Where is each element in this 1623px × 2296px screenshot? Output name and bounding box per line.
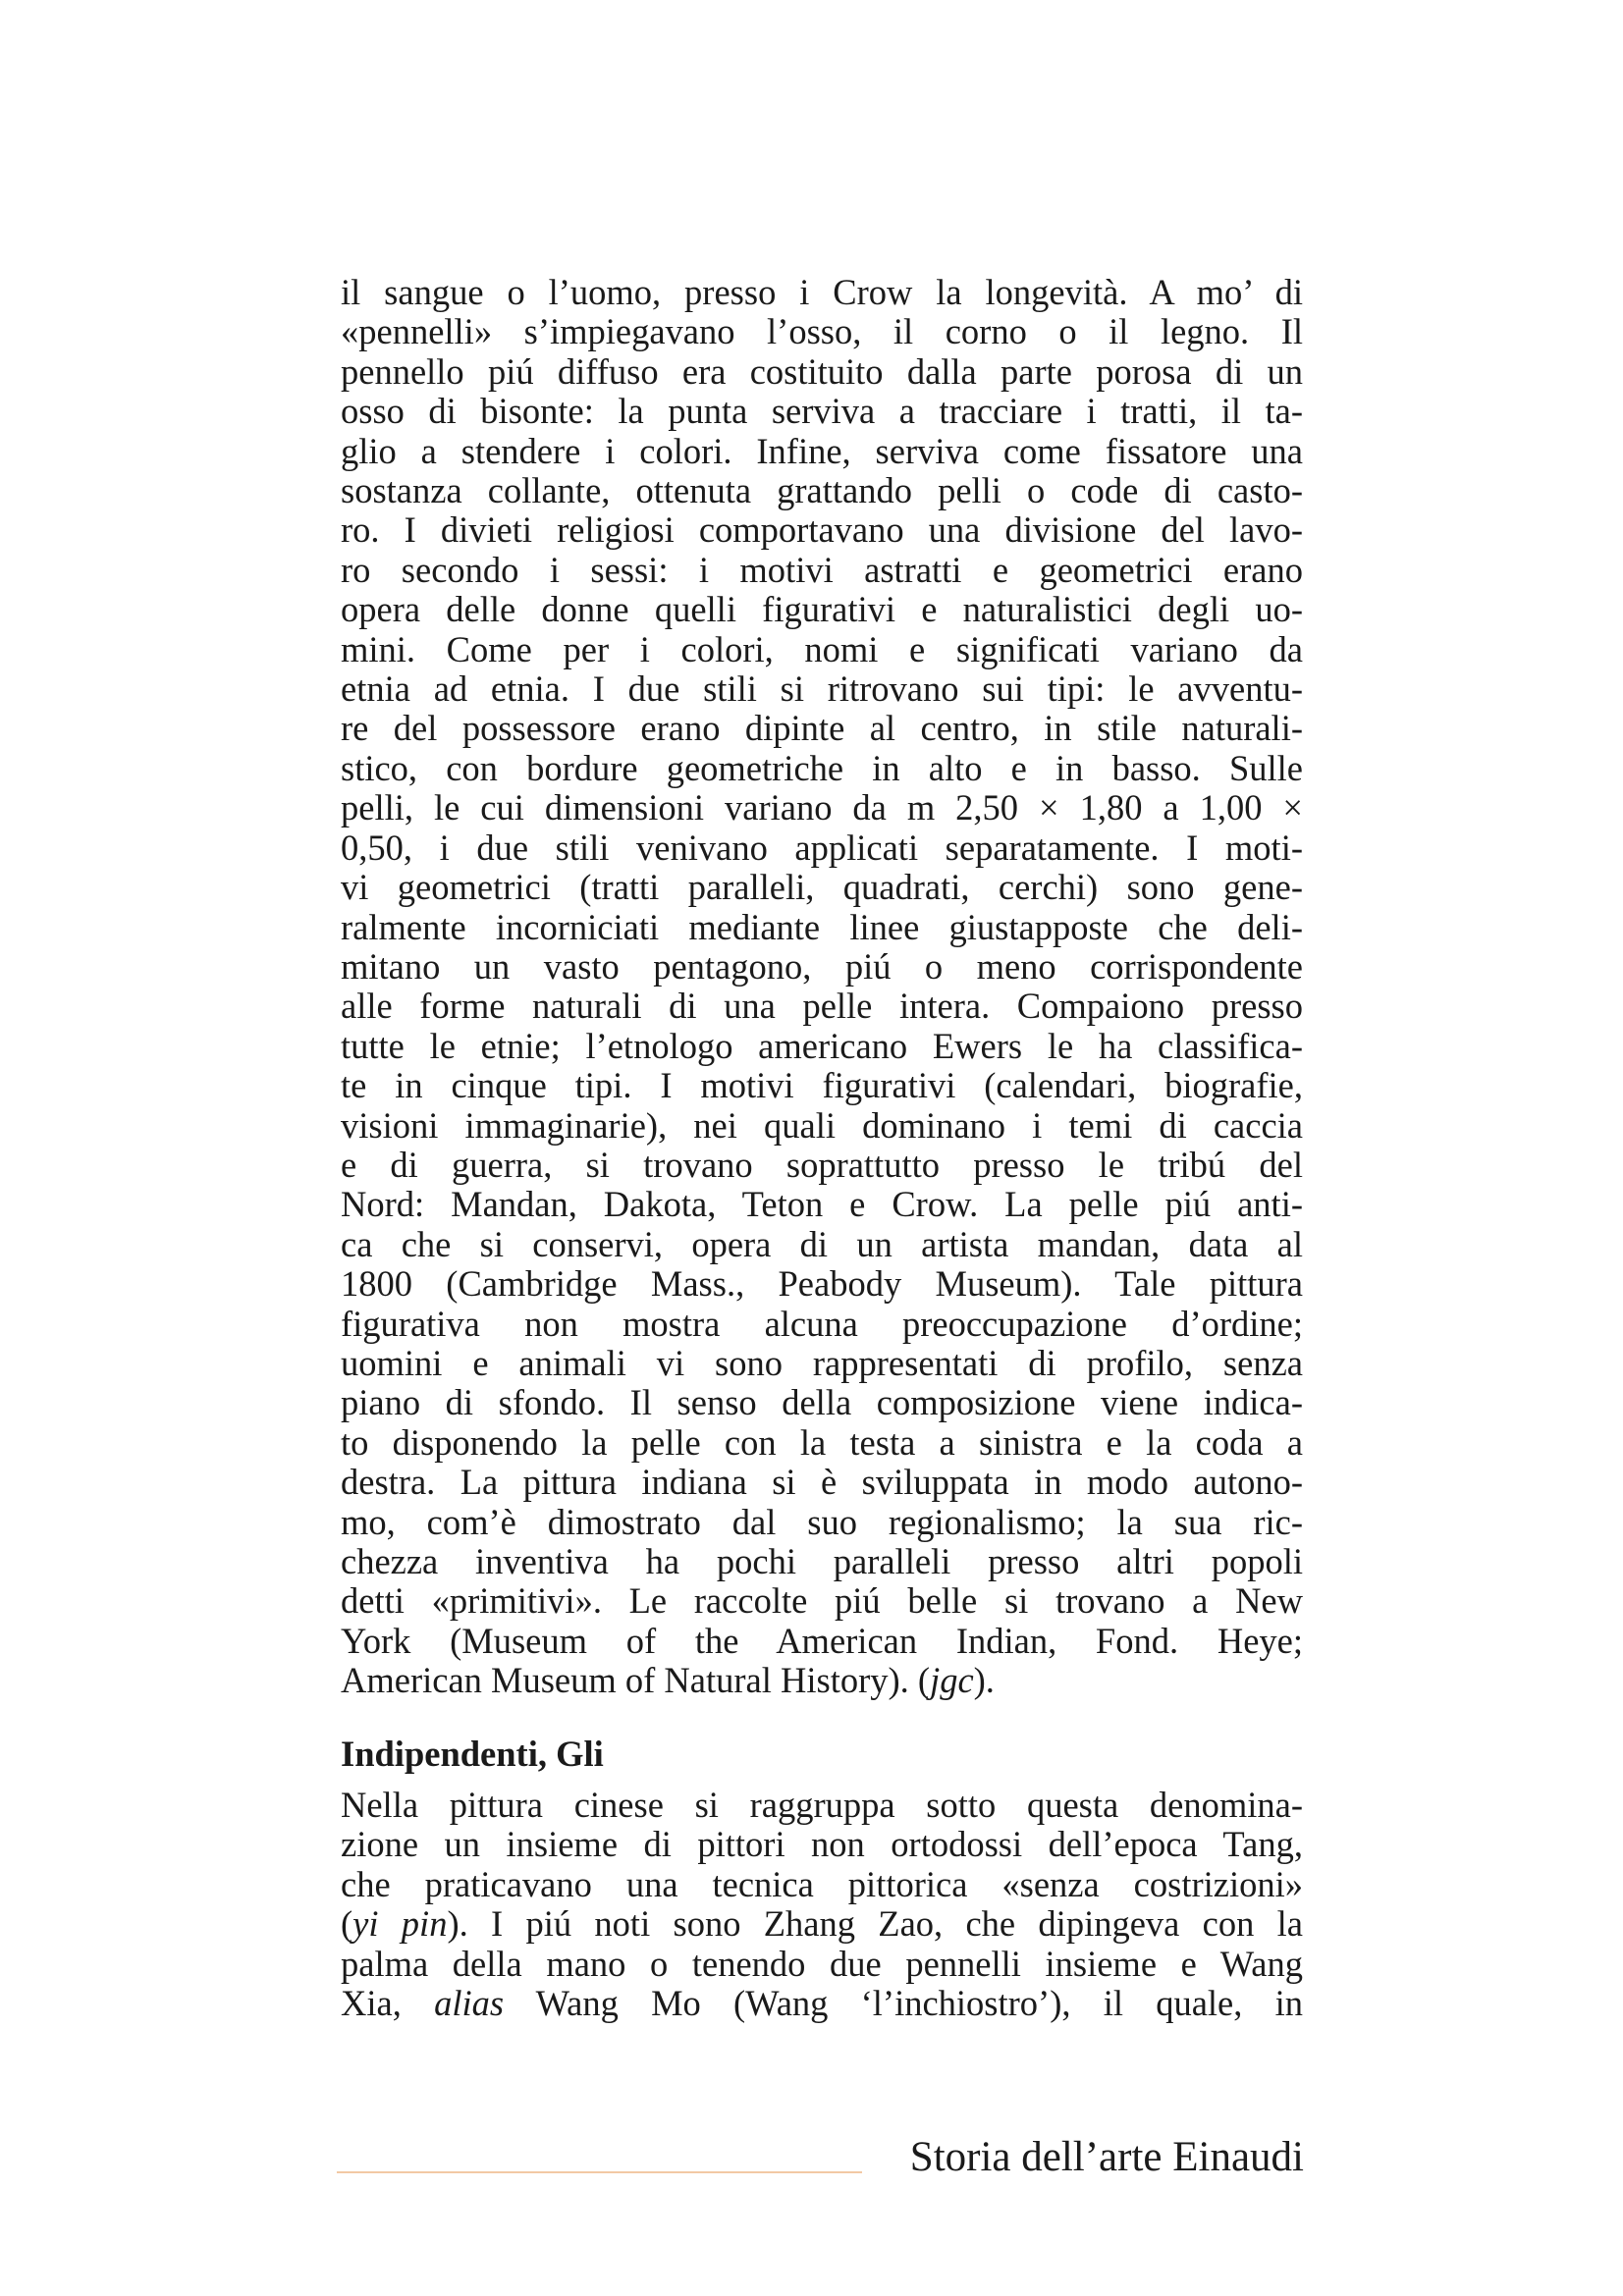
text-line: re del possessore erano dipinte al centro, in stile naturali- [341,708,1303,749]
text-line: uomini e animali vi sono rappresentati di profilo, senza [341,1342,1303,1383]
text-line: York (Museum of the American Indian, Fond. Heye; [341,1620,1303,1661]
text-line: palma della mano o tenendo due pennelli insieme e Wang [341,1943,1303,1984]
text-line: «pennelli» s’impiegavano l’osso, il corno o il legno. Il [341,311,1303,352]
entry-paragraph [341,1786,1303,2023]
text-line: 1800 (Cambridge Mass., Peabody Museum). Tale pittura [341,1263,1303,1305]
entry-continuation-paragraph [341,273,1303,1701]
text-line: piano di sfondo. Il senso della composizione viene indica- [341,1382,1303,1423]
text-line: American Museum of Natural History). (jgc). [341,1660,995,1701]
text-line: vi geometrici (tratti paralleli, quadrati, cerchi) sono gene- [341,867,1303,908]
text-line: pennello piú diffuso era costituito dalla parte porosa di un [341,350,1303,392]
text-line: mo, com’è dimostrato dal suo regionalismo; la sua ric- [341,1501,1303,1542]
text-line: alle forme naturali di una pelle intera. Compaiono presso [341,986,1303,1027]
text-line: tutte le etnie; l’etnologo americano Ewers le ha classifica- [341,1025,1303,1066]
text-line: zione un insieme di pittori non ortodossi dell’epoca Tang, [341,1824,1303,1865]
text-line: te in cinque tipi. I motivi figurativi (calendari, biografie, [341,1065,1303,1106]
text-line: ro. I divieti religiosi comportavano una divisione del lavo- [341,509,1303,551]
text-line: Nella pittura cinese si raggruppa sotto questa denomina- [341,1785,1303,1826]
text-line: ralmente incorniciati mediante linee giustapposte che deli- [341,906,1303,947]
text-line: Xia, alias Wang Mo (Wang ‘l’inchiostro’), il quale, in [341,1983,1303,2024]
text-line: il sangue o l’uomo, presso i Crow la longevità. A mo’ di [341,272,1303,312]
text-line: che praticavano una tecnica pittorica «senza costrizioni» [341,1863,1303,1904]
text-line: opera delle donne quelli figurativi e naturalistici degli uo- [341,589,1303,630]
text-line: chezza inventiva ha pochi paralleli presso altri popoli [341,1541,1303,1581]
text-line: etnia ad etnia. I due stili si ritrovano sui tipi: le avventu- [341,668,1303,710]
text-line: stico, con bordure geometriche in alto e in basso. Sulle [341,747,1303,788]
page-footer [337,2124,1304,2183]
footer-title: Storia dell’arte Einaudi [909,2134,1304,2180]
footer-rule [337,2171,862,2173]
text-line: e di guerra, si trovano soprattutto presso le tribú del [341,1144,1303,1185]
text-line: mitano un vasto pentagono, piú o meno corrispondente [341,945,1303,987]
text-line: detti «primitivi». Le raccolte piú belle si trovano a New [341,1580,1303,1622]
text-line: visioni immaginarie), nei quali dominano i temi di caccia [341,1104,1303,1146]
author-initials: jgc [930,1660,974,1701]
text-line: mini. Come per i colori, nomi e significati variano da [341,628,1303,669]
text-line: pelli, le cui dimensioni variano da m 2,50 × 1,80 a 1,00 × [341,787,1303,828]
text-line: sostanza collante, ottenuta grattando pelli o code di casto- [341,470,1303,511]
text-line: to disponendo la pelle con la testa a sinistra e la coda a [341,1421,1303,1463]
italic-term: yi pin [352,1903,448,1945]
text-line: (yi pin). I piú noti sono Zhang Zao, che dipingeva con la [341,1903,1304,1945]
italic-term: alias [434,1983,505,2024]
entry-heading: Indipendenti, Gli [341,1733,604,1774]
text-line: Nord: Mandan, Dakota, Teton e Crow. La pelle piú anti- [341,1184,1303,1225]
text-line: ca che si conservi, opera di un artista mandan, data al [341,1223,1303,1264]
text-line: osso di bisonte: la punta serviva a tracciare i tratti, il ta- [341,391,1303,432]
text-line: 0,50, i due stili venivano applicati separatamente. I moti- [341,827,1303,868]
text-line: glio a stendere i colori. Infine, serviva come fissatore una [341,430,1303,471]
page-body [341,273,1303,2023]
text-line: ro secondo i sessi: i motivi astratti e geometrici erano [341,549,1303,590]
text-line: figurativa non mostra alcuna preoccupazione d’ordine; [341,1303,1303,1344]
text-line: destra. La pittura indiana si è sviluppata in modo autono- [341,1462,1303,1503]
